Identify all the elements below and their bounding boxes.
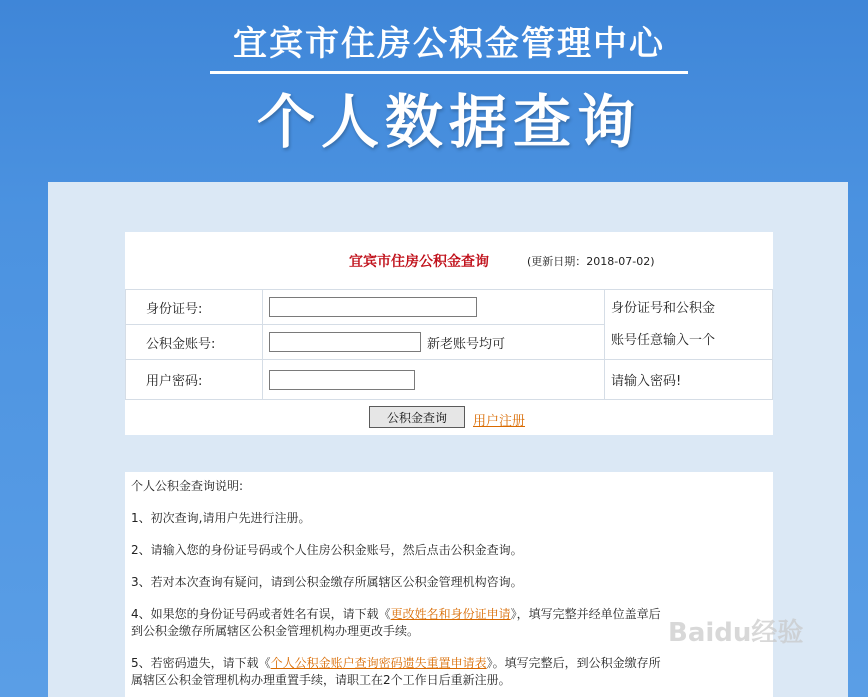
account-number-input[interactable] — [269, 332, 421, 352]
query-form-table — [125, 289, 773, 400]
instruction-2: 2、请输入您的身份证号码或个人住房公积金账号，然后点击公积金查询。 — [131, 543, 523, 557]
instruction-4 — [131, 606, 761, 623]
instructions-heading: 个人公积金查询说明: — [131, 479, 244, 493]
name-id-change-form-link[interactable]: 更改姓名和身份证申请 — [390, 607, 511, 621]
page-title: 个人数据查询 — [256, 88, 641, 156]
account-field-cell — [263, 325, 605, 360]
password-row — [126, 360, 773, 400]
note-line-2: 账号任意输入一个 — [611, 332, 716, 348]
button-row — [125, 401, 773, 435]
id-number-input[interactable] — [269, 297, 477, 317]
password-field-cell — [263, 360, 605, 400]
id-field-cell — [263, 290, 605, 325]
instruction-5-line-2: 属辖区公积金管理机构办理重置手续，请职工在2个工作日后重新注册。 — [131, 673, 511, 687]
note-line-1: 身份证号和公积金 — [611, 300, 716, 316]
update-date: (更新日期：2018-07-02) — [527, 255, 655, 268]
instruction-4-text-after: 》，填写完整并经单位盖章后 — [510, 607, 661, 621]
title-divider — [210, 71, 688, 74]
id-account-note — [605, 290, 773, 360]
query-button[interactable]: 公积金查询 — [369, 406, 465, 428]
instruction-1: 1、初次查询,请用户先进行注册。 — [131, 511, 311, 525]
header-banner — [0, 0, 868, 182]
query-header — [125, 232, 773, 290]
password-reset-form-link[interactable]: 个人公积金账户查询密码遗失重置申请表 — [270, 656, 487, 670]
password-label: 用户密码: — [126, 360, 263, 400]
org-title: 宜宾市住房公积金管理中心 — [233, 24, 665, 64]
instruction-3: 3、若对本次查询有疑问，请到公积金缴存所属辖区公积金管理机构咨询。 — [131, 575, 523, 589]
password-input[interactable] — [269, 370, 415, 390]
id-row — [126, 290, 773, 325]
id-label: 身份证号: — [126, 290, 263, 325]
query-form — [125, 232, 773, 435]
register-link[interactable]: 用户注册 — [473, 414, 526, 429]
instructions-box — [125, 472, 773, 697]
instruction-5 — [131, 655, 761, 672]
query-title: 宜宾市住房公积金查询 — [349, 254, 489, 270]
instruction-4-line-2: 到公积金缴存所属辖区公积金管理机构办理更改手续。 — [131, 624, 420, 638]
baidu-watermark: Baidu经验 — [668, 618, 804, 648]
instruction-5-text: 5、若密码遗失，请下载《 — [131, 656, 271, 670]
instruction-4-text: 4、如果您的身份证号码或者姓名有误，请下载《 — [131, 607, 391, 621]
password-note: 请输入密码! — [605, 360, 773, 400]
instruction-5-text-after: 》。填写完整后，到公积金缴存所 — [486, 656, 661, 670]
account-hint: 新老账号均可 — [427, 336, 506, 352]
account-label: 公积金账号: — [126, 325, 263, 360]
